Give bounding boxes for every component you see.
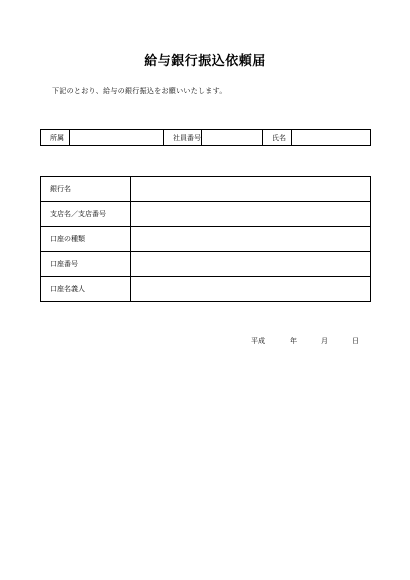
employee-number-label: 社員番号 <box>164 130 202 146</box>
name-field[interactable] <box>292 130 371 146</box>
employee-info-table <box>40 129 371 146</box>
intro-text: 下記のとおり、給与の銀行振込をお願いいたします。 <box>52 87 227 95</box>
account-holder-field[interactable] <box>131 277 371 302</box>
bank-row-account-holder <box>41 277 371 302</box>
bank-name-label: 銀行名 <box>41 177 131 202</box>
date-month-label: 月 <box>321 337 328 345</box>
date-era: 平成 <box>251 337 265 345</box>
account-number-field[interactable] <box>131 252 371 277</box>
account-holder-label: 口座名義人 <box>41 277 131 302</box>
department-label: 所属 <box>41 130 70 146</box>
account-type-label: 口座の種類 <box>41 227 131 252</box>
bank-details-table <box>40 176 371 302</box>
bank-row-branch <box>41 202 371 227</box>
account-type-field[interactable] <box>131 227 371 252</box>
bank-row-account-number <box>41 252 371 277</box>
bank-row-bank-name <box>41 177 371 202</box>
employee-info-row <box>41 130 371 146</box>
document-title: 給与銀行振込依頼届 <box>144 54 266 69</box>
bank-name-field[interactable] <box>131 177 371 202</box>
branch-label: 支店名／支店番号 <box>41 202 131 227</box>
name-label: 氏名 <box>263 130 292 146</box>
department-field[interactable] <box>70 130 164 146</box>
date-day-label: 日 <box>352 337 359 345</box>
account-number-label: 口座番号 <box>41 252 131 277</box>
branch-field[interactable] <box>131 202 371 227</box>
bank-row-account-type <box>41 227 371 252</box>
date-year-label: 年 <box>290 337 297 345</box>
employee-number-field[interactable] <box>202 130 263 146</box>
